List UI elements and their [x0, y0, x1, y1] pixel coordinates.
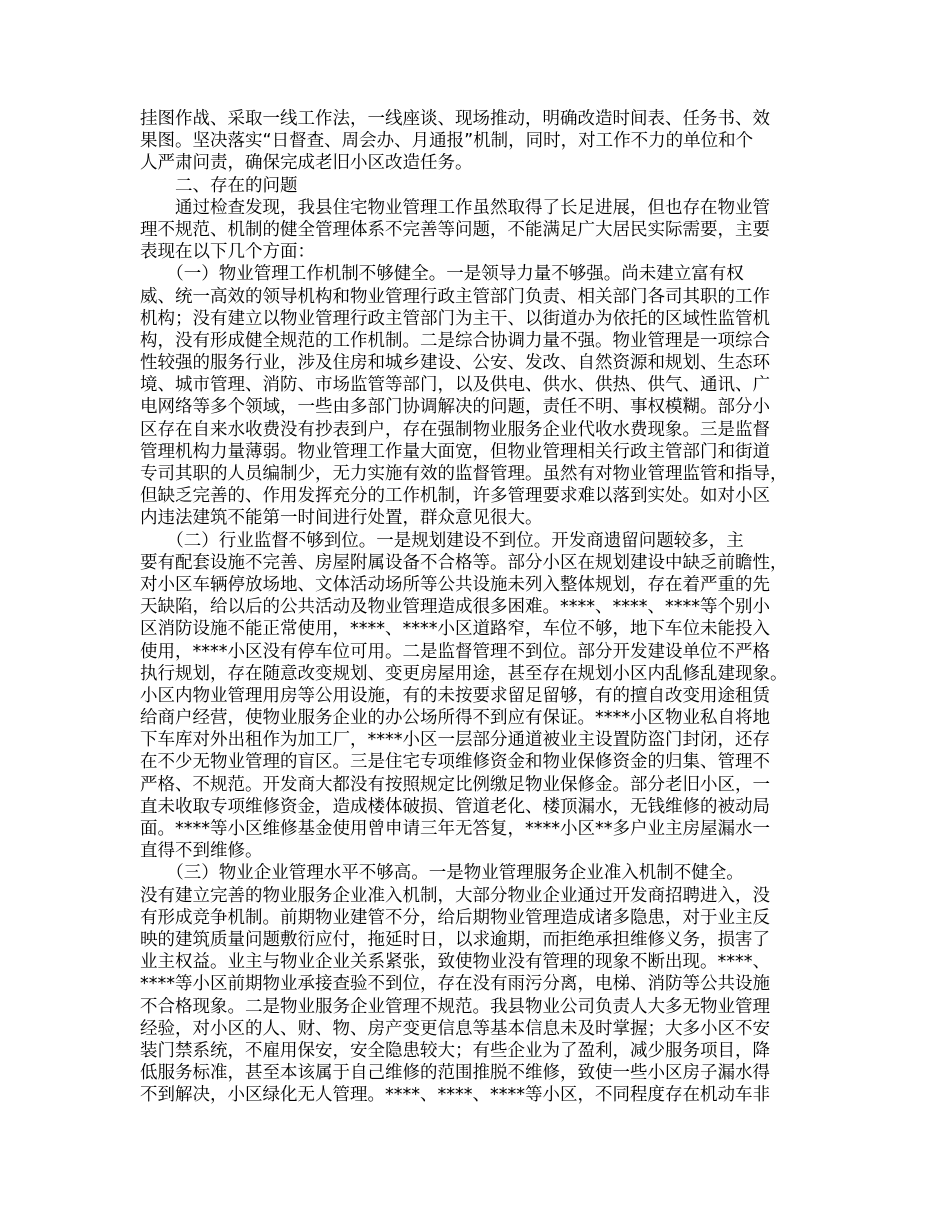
text-line-22: 对小区车辆停放场地、文体活动场所等公共设施未列入整体规划，存在着严重的先 [140, 574, 770, 595]
text-line-3: 人严肃问责，确保完成老旧小区改造任务。 [140, 153, 473, 174]
text-line-2: 果图。坚决落实“日督查、周会办、月通报”机制，同时，对工作不力的单位和个 [140, 131, 754, 152]
text-line-12: 性较强的服务行业，涉及住房和城乡建设、公安、发改、自然资源和规划、生态环 [140, 353, 770, 374]
text-line-32: 直未收取专项维修资金，造成楼体破损、管道老化、楼顶漏水，无钱维修的被动局 [140, 796, 770, 817]
text-line-39: 业主权益。业主与物业企业关系紧张，致使物业没有管理的现象不断出现。****、 [140, 952, 770, 973]
text-line-43: 装门禁系统，不雇用保安，安全隐患较大；有些企业为了盈利，减少服务项目，降 [140, 1040, 770, 1061]
text-line-19: 内违法建筑不能第一时间进行处置，群众意见很大。 [140, 508, 543, 529]
text-line-21: 要有配套设施不完善、房屋附属设备不合格等。部分小区在规划建设中缺乏前瞻性， [140, 552, 788, 573]
text-line-29: 下车库对外出租作为加工厂，****小区一层部分通道被业主设置防盗门封闭，还存 [140, 730, 770, 751]
text-line-30: 在不少无物业管理的盲区。三是住宅专项维修资金和物业保修资金的归集、管理不 [140, 752, 770, 773]
text-line-1: 挂图作战、采取一线工作法，一线座谈、现场推动，明确改造时间表、任务书、效 [140, 109, 770, 129]
text-line-11: 构，没有形成健全规范的工作机制。二是综合协调力量不强。物业管理是一项综合 [140, 330, 770, 351]
text-line-27: 小区内物业管理用房等公用设施，有的未按要求留足留够，有的擅自改变用途租赁 [140, 685, 770, 706]
text-line-15: 区存在自来水收费没有抄表到户，存在强制物业服务企业代收水费现象。三是监督 [140, 419, 770, 440]
text-line-6: 理不规范、机制的健全管理体系不完善等问题，不能满足广大居民实际需要，主要 [140, 219, 770, 240]
text-line-26: 执行规划，存在随意改变规划、变更房屋用途，甚至存在规划小区内乱修乱建现象。 [140, 663, 788, 684]
section-heading: 二、存在的问题 [140, 175, 298, 196]
text-line-42: 经验，对小区的人、财、物、房产变更信息等基本信息未及时掌握；大多小区不安 [140, 1018, 770, 1039]
text-line-17: 专司其职的人员编制少，无力实施有效的监督管理。虽然有对物业管理监管和指导， [140, 464, 788, 484]
text-line-10: 机构；没有建立以物业管理行政主管部门为主干、以街道办为依托的区域性监管机 [140, 308, 770, 329]
text-line-38: 映的建筑质量问题敷衍应付，拖延时日，以求逾期，而拒绝承担维修义务，损害了 [140, 929, 770, 950]
text-line-36: 没有建立完善的物业服务企业准入机制，大部分物业企业通过开发商招聘进入，没 [140, 885, 770, 906]
text-line-14: 电网络等多个领域，一些由多部门协调解决的问题，责任不明、事权模糊。部分小 [140, 397, 770, 418]
text-line-33: 面。****等小区维修基金使用曾申请三年无答复，****小区**多户业主房屋漏水一 [140, 819, 770, 839]
text-line-13: 境、城市管理、消防、市场监管等部门，以及供电、供水、供热、供气、通讯、广 [140, 375, 770, 396]
text-line-7: 表现在以下几个方面： [140, 242, 315, 263]
text-line-45: 不到解决，小区绿化无人管理。****、****、****等小区，不同程度存在机动车非 [140, 1085, 770, 1106]
text-line-23: 天缺陷，给以后的公共活动及物业管理造成很多困难。****、****、****等个别小 [140, 597, 770, 618]
text-line-40: ****等小区前期物业承接查验不到位，存在没有雨污分离，电梯、消防等公共设施 [140, 974, 770, 995]
text-line-28: 给商户经营，使物业服务企业的办公场所得不到应有保证。****小区物业私自将地 [140, 708, 770, 729]
text-line-25: 使用，****小区没有停车位可用。二是监督管理不到位。部分开发建设单位不严格 [140, 641, 770, 662]
subsection-1-heading: （一）物业管理工作机制不够健全。一是领导力量不够强。尚未建立富有权 [140, 264, 744, 285]
subsection-3-heading: （三）物业企业管理水平不够高。一是物业管理服务企业准入机制不健全。 [140, 863, 744, 884]
text-line-44: 低服务标准，甚至本该属于自己维修的范围推脱不维修，致使一些小区房子漏水得 [140, 1063, 770, 1084]
text-line-18: 但缺乏完善的、作用发挥充分的工作机制，许多管理要求难以落到实处。如对小区 [140, 486, 770, 507]
text-line-24: 区消防设施不能正常使用，****、****小区道路窄，车位不够，地下车位未能投入 [140, 619, 770, 640]
text-line-37: 有形成竞争机制。前期物业建管不分，给后期物业管理造成诸多隐患，对于业主反 [140, 907, 770, 928]
text-line-5: 通过检查发现，我县住宅物业管理工作虽然取得了长足进展，但也存在物业管 [140, 197, 770, 218]
text-line-31: 严格、不规范。开发商大都没有按照规定比例缴足物业保修金。部分老旧小区，一 [140, 774, 770, 795]
text-line-34: 直得不到维修。 [140, 841, 263, 862]
text-line-46 [140, 1106, 815, 1128]
document-page [140, 108, 815, 1129]
text-line-9: 威、统一高效的领导机构和物业管理行政主管部门负责、相关部门各司其职的工作 [140, 286, 770, 307]
text-line-16: 管理机构力量薄弱。物业管理工作量大面宽，但物业管理相关行政主管部门和街道 [140, 441, 770, 462]
text-line-41: 不合格现象。二是物业服务企业管理不规范。我县物业公司负责人大多无物业管理 [140, 996, 770, 1017]
subsection-2-heading: （二）行业监督不够到位。一是规划建设不到位。开发商遗留问题较多，主 [140, 530, 744, 551]
